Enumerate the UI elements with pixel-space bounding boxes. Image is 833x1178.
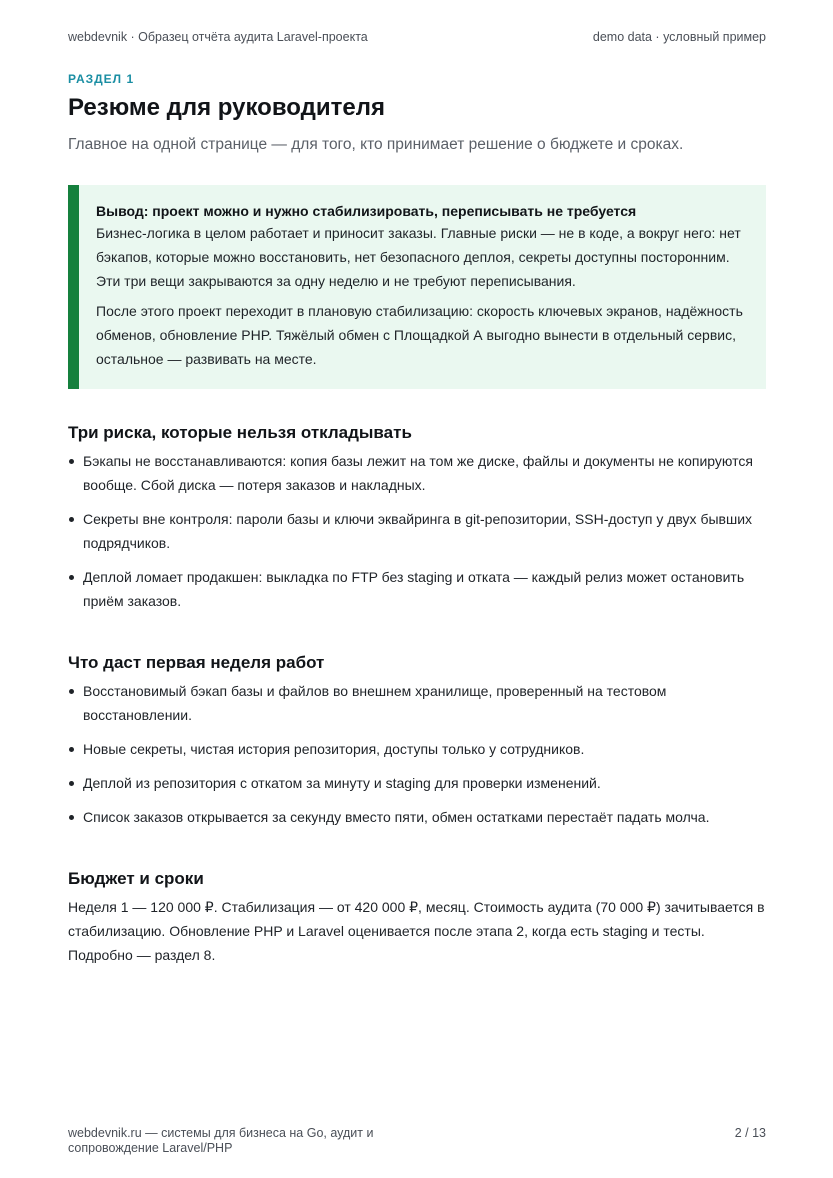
header-doc-title: webdevnik · Образец отчёта аудита Laravel-проекта [68, 30, 368, 44]
callout-paragraph: После этого проект переходит в плановую стабилизацию: скорость ключевых экранов, надёжность обменов, обновление PHP. Тяжёлый обмен с Площадкой А выгодно вынести в отдельный сервис, остальное — развивать на месте. [96, 303, 743, 367]
budget-text: Неделя 1 — 120 000 ₽. Стабилизация — от 420 000 ₽, месяц. Стоимость аудита (70 000 ₽) зачитывается в стабилизацию. Обновление PHP и Laravel оценивается после этапа 2, когда есть staging и тесты. Подробно — раздел 8. [68, 899, 765, 963]
list-item: Деплой из репозитория с откатом за минуту и staging для проверки изменений. [68, 771, 766, 795]
page-number: 2 / 13 [734, 1126, 766, 1140]
callout-paragraph: Бизнес-логика в целом работает и приносит заказы. Главные риски — не в коде, а вокруг него: нет бэкапов, которые можно восстановить, нет безопасного деплоя, секреты доступны посторонним. Эти три вещи закрываются за одну неделю и не требуют переписывания. [96, 225, 741, 289]
running-header [68, 30, 766, 44]
page-title: Резюме для руководителя [68, 94, 385, 121]
first-week-list [68, 679, 766, 829]
list-item: Секреты вне контроля: пароли базы и ключи эквайринга в git-репозитории, SSH-доступ у двух бывших подрядчиков. [68, 507, 766, 555]
list-item: Список заказов открывается за секунду вместо пяти, обмен остатками перестаёт падать молча. [68, 805, 766, 829]
risks-heading: Три риска, которые нельзя откладывать [68, 423, 412, 442]
callout-title: Вывод: проект можно и нужно стабилизировать, переписывать не требуется [96, 203, 637, 219]
conclusion-callout [68, 185, 766, 389]
main-content [68, 72, 766, 967]
section-label: РАЗДЕЛ 1 [68, 72, 135, 86]
list-item: Деплой ломает продакшен: выкладка по FTP без staging и отката — каждый релиз может остановить приём заказов. [68, 565, 766, 613]
list-item: Восстановимый бэкап базы и файлов во внешнем хранилище, проверенный на тестовом восстановлении. [68, 679, 766, 727]
page-subtitle: Главное на одной странице — для того, кто принимает решение о бюджете и сроках. [68, 136, 684, 153]
first-week-heading: Что даст первая неделя работ [68, 653, 325, 672]
footer-site-note: webdevnik.ru — системы для бизнеса на Go, аудит и сопровождение Laravel/PHP [68, 1126, 374, 1155]
page-footer [68, 1126, 766, 1156]
list-item: Бэкапы не восстанавливаются: копия базы лежит на том же диске, файлы и документы не копируются вообще. Сбой диска — потеря заказов и накладных. [68, 449, 766, 497]
header-demo-note: demo data · условный пример [592, 30, 766, 44]
budget-heading: Бюджет и сроки [68, 869, 204, 888]
risks-list [68, 449, 766, 613]
list-item: Новые секреты, чистая история репозитория, доступы только у сотрудников. [68, 737, 766, 761]
